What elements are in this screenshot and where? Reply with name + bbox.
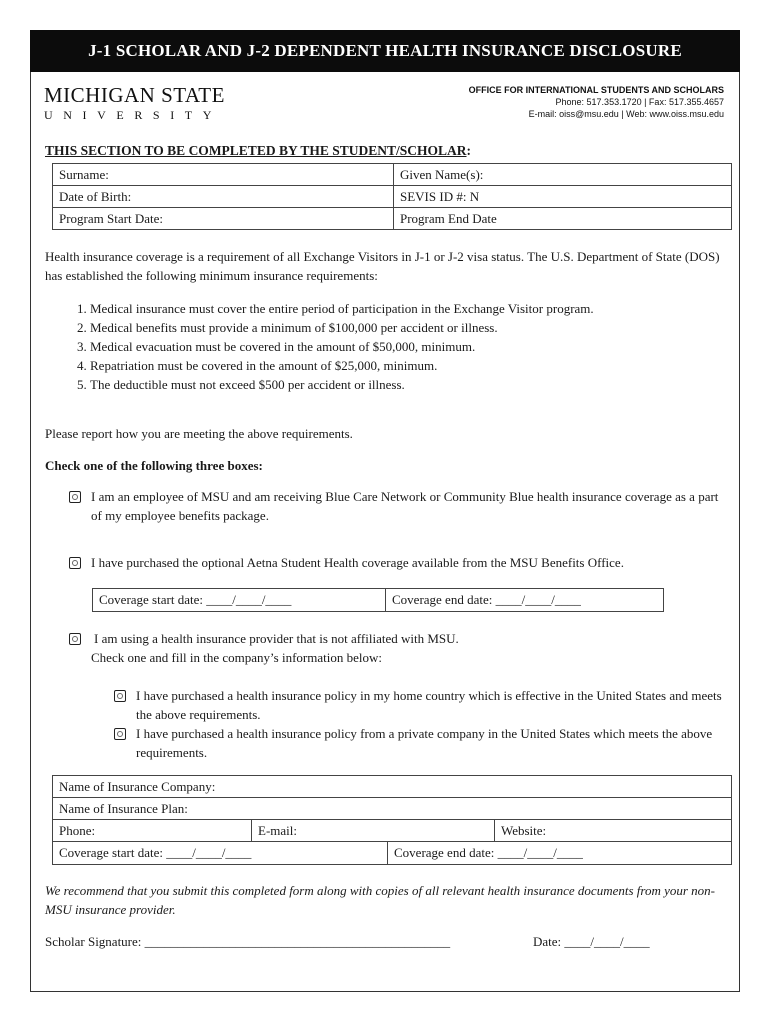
insurance-info-table bbox=[52, 775, 732, 842]
list-item: 5. The deductible must not exceed $500 per accident or illness. bbox=[90, 375, 750, 394]
intro-paragraph: Health insurance coverage is a requirement of all Exchange Visitors in J-1 or J-2 visa status. The U.S. Department of State (DOS) has established the following minimum insurance requirements: bbox=[45, 249, 720, 283]
program-end-field[interactable]: Program End Date bbox=[394, 208, 732, 230]
office-phone-fax: Phone: 517.353.1720 | Fax: 517.355.4657 bbox=[555, 97, 724, 107]
list-item: 2. Medical benefits must provide a minimum of $100,000 per accident or illness. bbox=[90, 318, 750, 337]
scholar-info-table bbox=[52, 163, 732, 230]
insurance-coverage-start-field[interactable]: Coverage start date: ____/____/____ bbox=[53, 842, 388, 865]
list-item: 1. Medical insurance must cover the entire period of participation in the Exchange Visitor program. bbox=[90, 299, 750, 318]
msu-employee-checkbox[interactable] bbox=[69, 491, 81, 503]
sevis-field[interactable]: SEVIS ID #: N bbox=[394, 186, 732, 208]
private-us-checkbox[interactable] bbox=[114, 728, 126, 740]
section-title-colon: : bbox=[466, 143, 471, 158]
requirements-list bbox=[45, 299, 750, 394]
home-country-checkbox[interactable] bbox=[114, 690, 126, 702]
logo-wordmark-top: MICHIGAN STATE bbox=[44, 83, 225, 107]
insurance-coverage-table bbox=[52, 841, 732, 865]
recommendation-note: We recommend that you submit this completed form along with copies of all relevant health insurance documents from your non-MSU insurance provider. bbox=[45, 883, 716, 917]
list-item: 3. Medical evacuation must be covered in the amount of $50,000, minimum. bbox=[90, 337, 750, 356]
check-prompt: Check one of the following three boxes: bbox=[45, 458, 263, 473]
aetna-checkbox[interactable] bbox=[69, 557, 81, 569]
msu-employee-option-label: I am an employee of MSU and am receiving Blue Care Network or Community Blue health insurance coverage as a part of my employee benefits package. bbox=[91, 489, 719, 523]
signature-line[interactable]: Scholar Signature: _______________________________________________ bbox=[45, 934, 451, 949]
insurance-coverage-end-field[interactable]: Coverage end date: ____/____/____ bbox=[388, 842, 732, 865]
aetna-coverage-table bbox=[92, 588, 664, 612]
msu-logo bbox=[44, 84, 225, 123]
dob-field[interactable]: Date of Birth: bbox=[53, 186, 394, 208]
insurance-phone-field[interactable]: Phone: bbox=[53, 820, 252, 842]
insurance-company-field[interactable]: Name of Insurance Company: bbox=[53, 776, 732, 798]
home-country-option-label: I have purchased a health insurance policy in my home country which is effective in the United States and meets the above requirements. bbox=[136, 688, 722, 722]
insurance-website-field[interactable]: Website: bbox=[495, 820, 732, 842]
form-title: J-1 SCHOLAR AND J-2 DEPENDENT HEALTH INSURANCE DISCLOSURE bbox=[30, 30, 740, 72]
aetna-coverage-end-field[interactable]: Coverage end date: ____/____/____ bbox=[386, 589, 664, 612]
aetna-coverage-start-field[interactable]: Coverage start date: ____/____/____ bbox=[93, 589, 386, 612]
section-title bbox=[45, 143, 471, 159]
given-names-field[interactable]: Given Name(s): bbox=[394, 164, 732, 186]
office-email-web: E-mail: oiss@msu.edu | Web: www.oiss.msu.edu bbox=[528, 109, 724, 119]
office-name: OFFICE FOR INTERNATIONAL STUDENTS AND SCHOLARS bbox=[468, 85, 724, 95]
other-provider-checkbox[interactable] bbox=[69, 633, 81, 645]
office-contact-block bbox=[469, 84, 724, 120]
other-provider-option-label: I am using a health insurance provider that is not affiliated with MSU. bbox=[94, 631, 459, 646]
signature-date-line[interactable]: Date: ____/____/____ bbox=[533, 934, 650, 949]
logo-wordmark-bottom: UNIVERSITY bbox=[44, 108, 222, 122]
report-prompt: Please report how you are meeting the above requirements. bbox=[45, 426, 353, 441]
list-item: 4. Repatriation must be covered in the amount of $25,000, minimum. bbox=[90, 356, 750, 375]
insurance-email-field[interactable]: E-mail: bbox=[252, 820, 495, 842]
program-start-field[interactable]: Program Start Date: bbox=[53, 208, 394, 230]
section-title-text: THIS SECTION TO BE COMPLETED BY THE STUDENT/SCHOLAR bbox=[45, 143, 467, 158]
surname-field[interactable]: Surname: bbox=[53, 164, 394, 186]
aetna-option-label: I have purchased the optional Aetna Student Health coverage available from the MSU Benefits Office. bbox=[91, 555, 624, 570]
other-provider-instruction: Check one and fill in the company’s information below: bbox=[91, 650, 382, 665]
insurance-plan-field[interactable]: Name of Insurance Plan: bbox=[53, 798, 732, 820]
private-us-option-label: I have purchased a health insurance policy from a private company in the United States which meets the above requirements. bbox=[136, 726, 713, 760]
